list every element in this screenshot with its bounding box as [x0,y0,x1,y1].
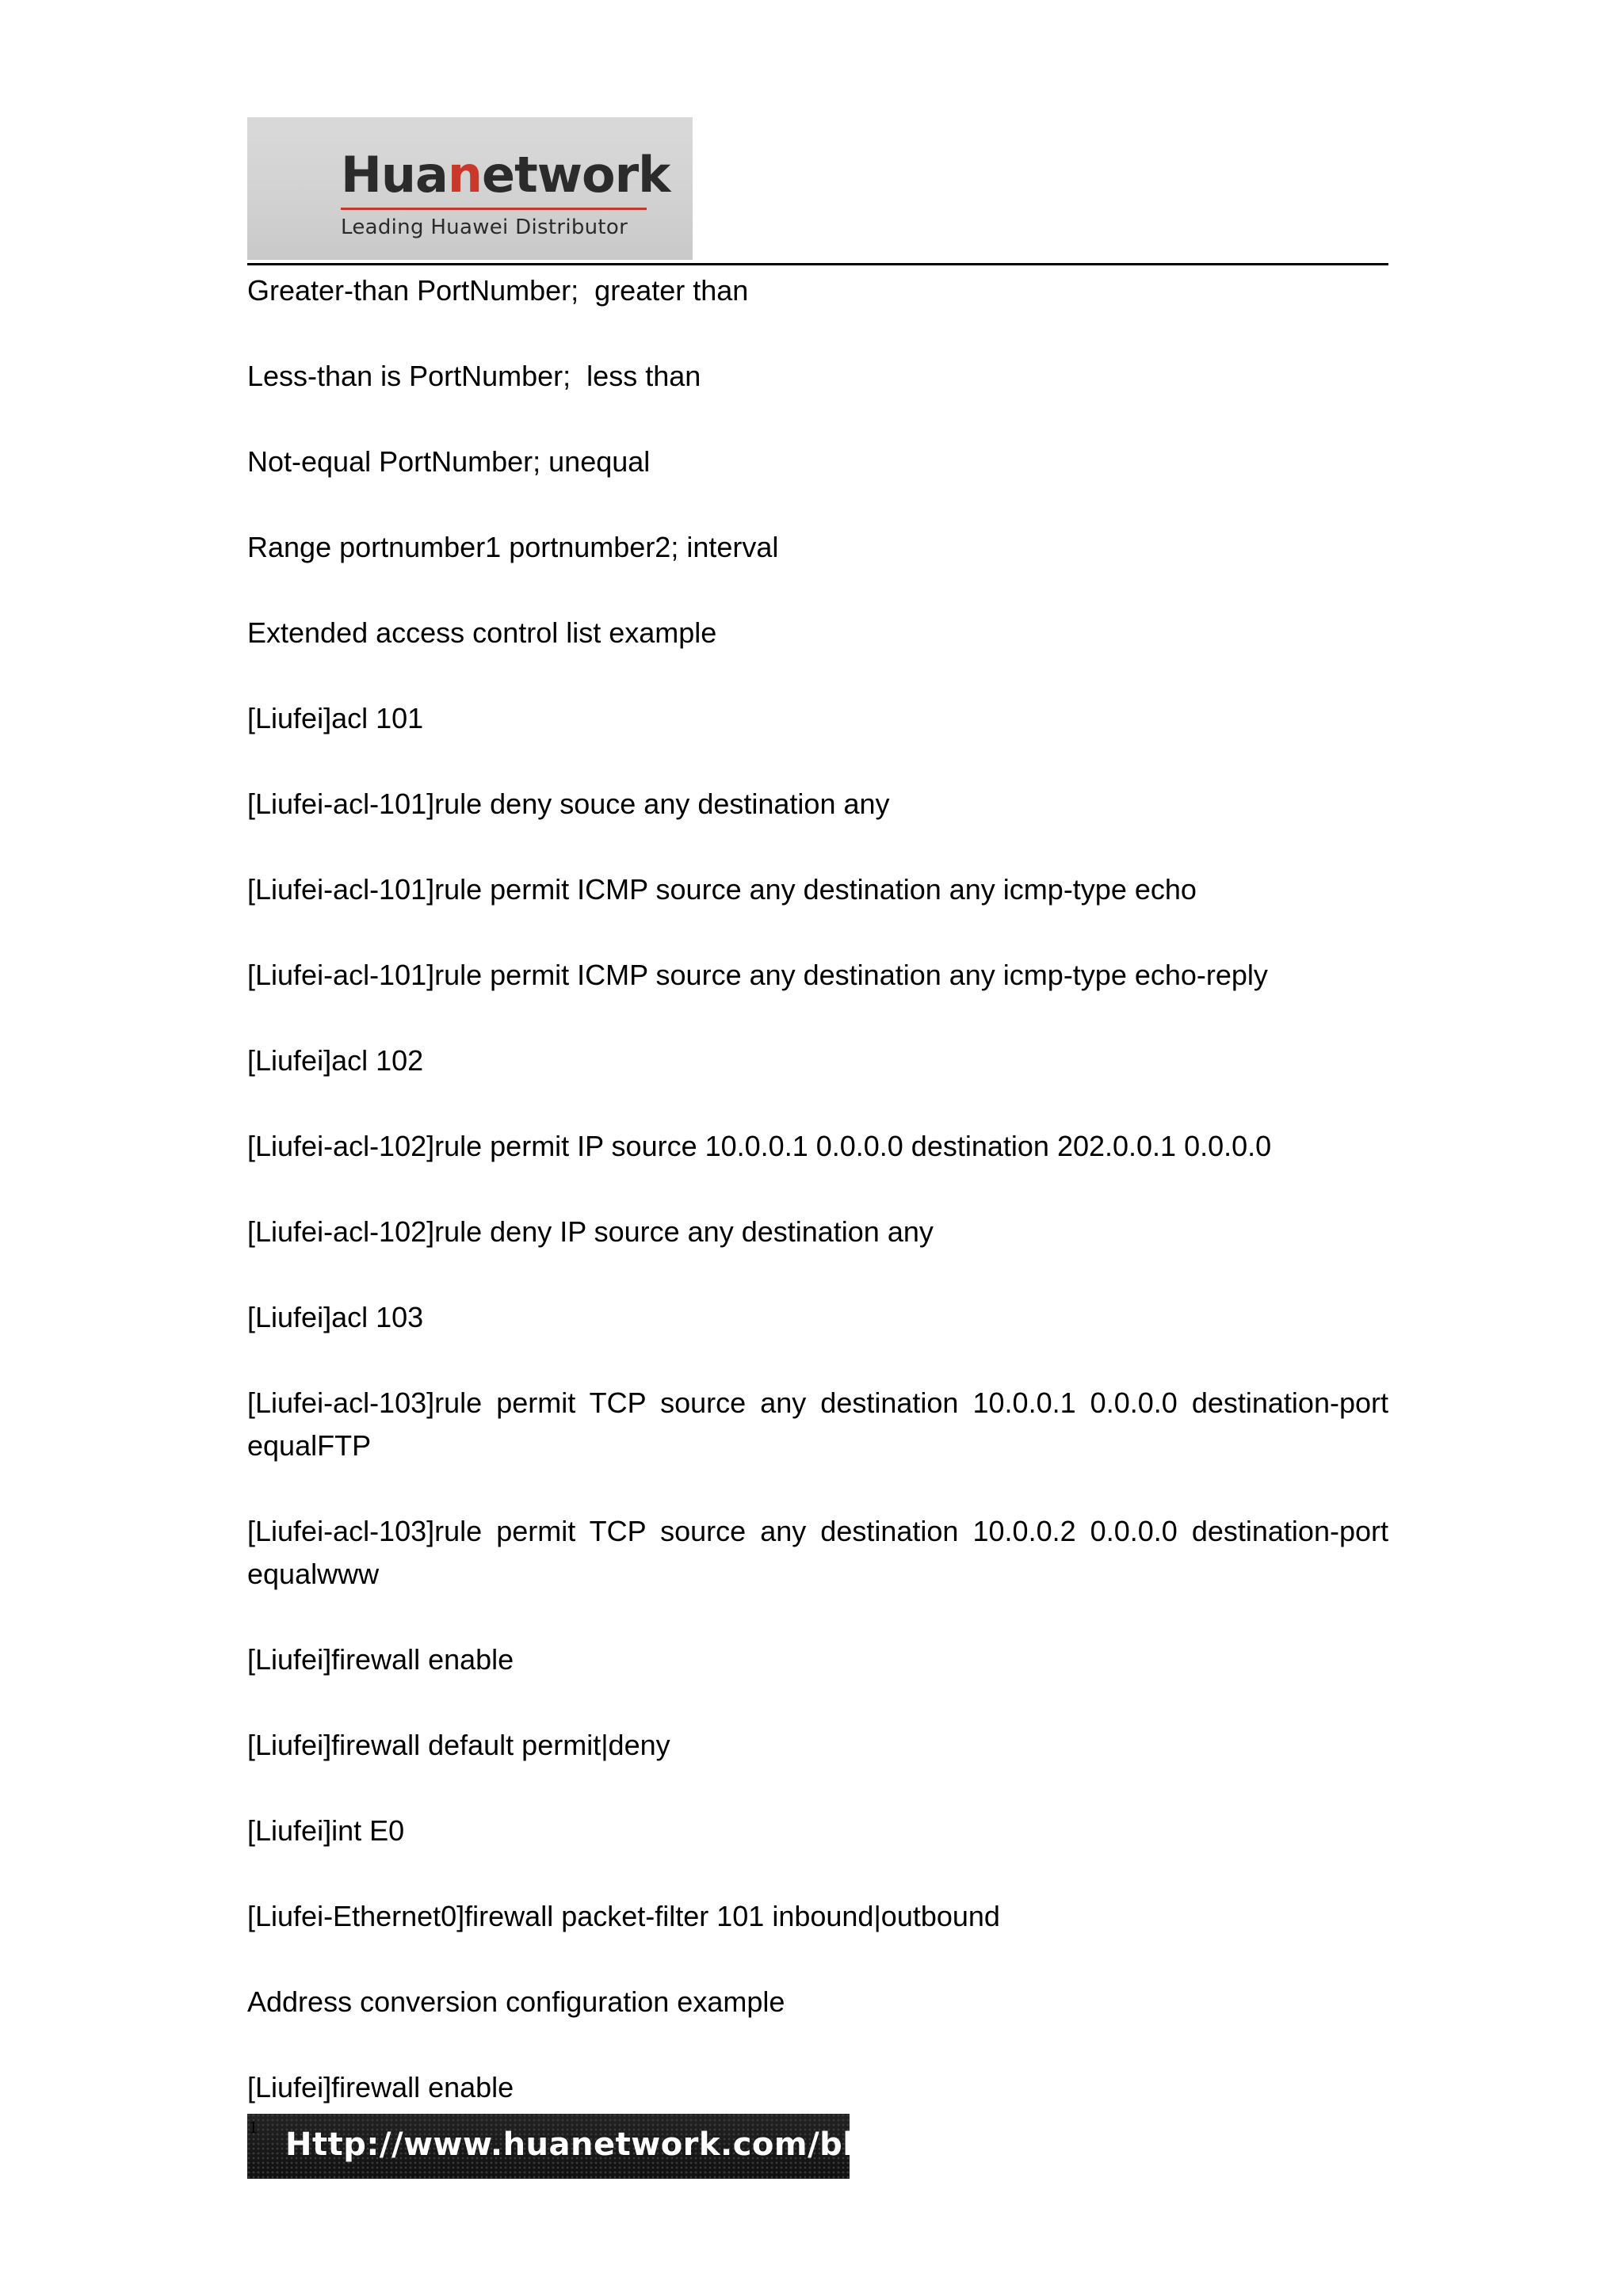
paragraph: Not-equal PortNumber; unequal [247,445,651,478]
logo-tagline: Leading Huawei Distributor [341,215,628,239]
logo-wordmark [341,146,670,204]
header-divider [247,263,1388,265]
company-logo [247,117,693,260]
section-heading: Address conversion configuration example [247,1985,785,2018]
logo-word-part1: Hua [341,146,448,204]
command-line: [Liufei]firewall enable [247,2071,514,2103]
paragraph: Greater-than PortNumber; greater than [247,274,749,307]
command-line: [Liufei]int E0 [247,1814,405,1847]
footer-url-banner[interactable] [247,2114,899,2179]
paragraph: Less-than is PortNumber; less than [247,360,701,392]
command-line: [Liufei-acl-101]rule permit ICMP source any destination any icmp-type echo-reply [247,959,1268,991]
page-number: 1 [249,2117,258,2137]
command-line: [Liufei-acl-103]rule permit TCP source any destination 10.0.0.1 0.0.0.0 destination-port equalFTP [247,1386,1397,1462]
command-line: [Liufei-acl-102]rule deny IP source any destination any [247,1215,934,1248]
document-body [247,269,1397,2152]
command-line: [Liufei]acl 103 [247,1301,424,1333]
paragraph: Range portnumber1 portnumber2; interval [247,531,779,563]
command-line: [Liufei]firewall enable [247,1643,514,1676]
logo-word-part2: n [447,146,483,204]
footer-url-link[interactable]: Http://www.huanetwork.com/blog [285,2126,899,2163]
command-line: [Liufei-acl-103]rule permit TCP source any destination 10.0.0.2 0.0.0.0 destination-port equalwww [247,1515,1397,1590]
section-heading: Extended access control list example [247,616,717,649]
command-line: [Liufei-acl-101]rule permit ICMP source any destination any icmp-type echo [247,873,1197,906]
command-line: [Liufei-Ethernet0]firewall packet-filter 101 inbound|outbound [247,1900,1000,1932]
command-line: [Liufei]acl 101 [247,702,424,734]
logo-underline [341,208,647,210]
command-line: [Liufei-acl-102]rule permit IP source 10.0.0.1 0.0.0.0 destination 202.0.0.1 0.0.0.0 [247,1130,1272,1162]
command-line: [Liufei-acl-101]rule deny souce any destination any [247,788,890,820]
command-line: [Liufei]firewall default permit|deny [247,1729,670,1761]
logo-word-part3: etwork [482,146,670,204]
command-line: [Liufei]acl 102 [247,1044,424,1077]
